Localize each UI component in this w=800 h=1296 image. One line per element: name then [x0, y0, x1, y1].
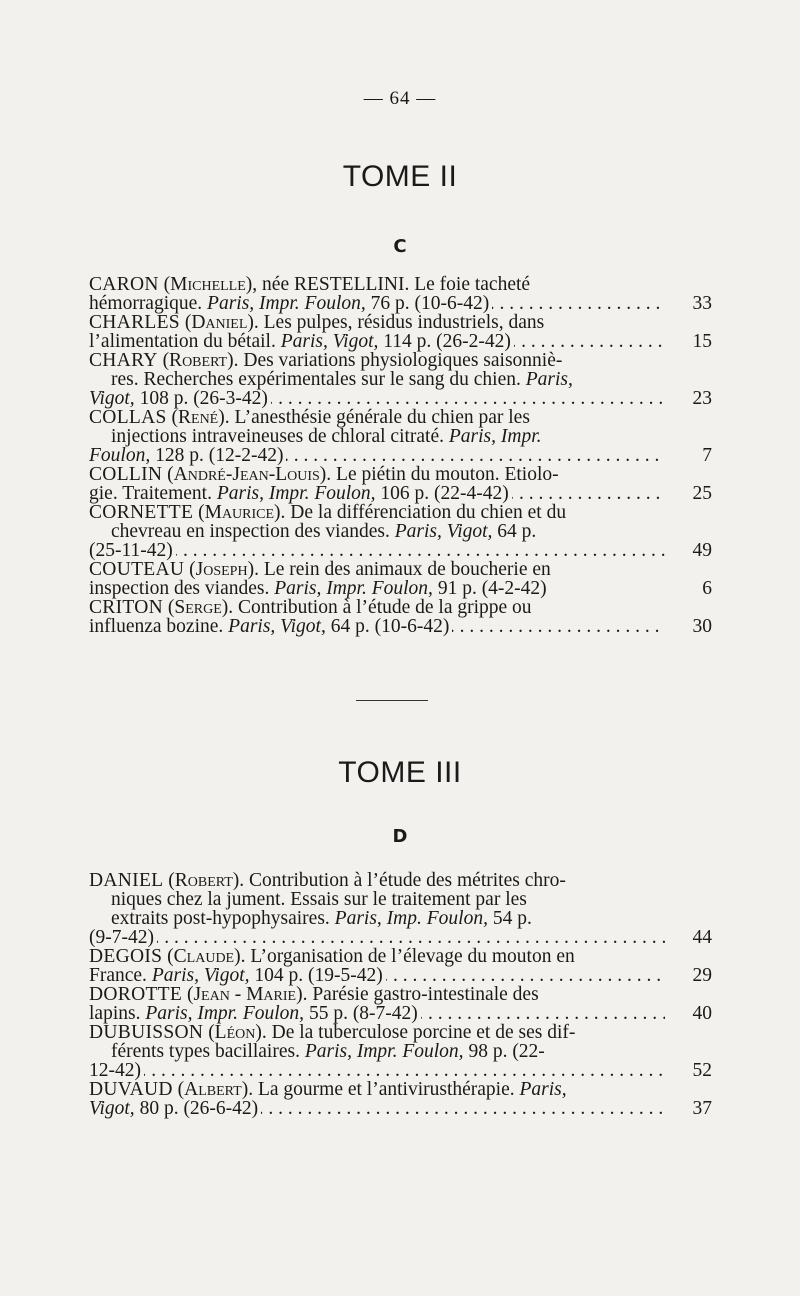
list-item: DANIEL (Robert). Contribution à l’étude des métrites chro- niques chez la jument. Essais sur le traitement par les extraits post-hypophysaires. Paris, Imp. Foulon, 54 p. (9-7-42) . . . 44	[89, 871, 712, 947]
list-item: DOROTTE (Jean - Marie). Parésie gastro-intestinale des lapins. Paris, Impr. Foulon, 55 p. (8-7-42) . . . 40	[89, 985, 712, 1023]
page-reference: 49	[692, 540, 712, 561]
list-item: COUTEAU (Joseph). Le rein des animaux de boucherie en inspection des viandes. Paris, Impr. Foulon, 91 p. (4-2-42) 6	[89, 559, 712, 599]
page-reference: 6	[702, 578, 712, 599]
page-number: — 64 —	[363, 88, 437, 109]
list-item: CORNETTE (Maurice). De la différenciation du chien et du chevreau en inspection des viandes. Paris, Vigot, 64 p. (25-11-42) . . . 49	[89, 503, 712, 560]
list-item: CHARY (Robert). Des variations physiologiques saisonniè- res. Recherches expérimentales sur le sang du chien. Paris, Vigot, 108 p. (26-3-42) . . . 23	[89, 351, 712, 408]
list-item: CARON (Michelle), née RESTELLINI. Le foie tacheté hémorragique. Paris, Impr. Foulon, 76 p. (10-6-42) . . . 33	[89, 275, 712, 313]
tome-3-entries	[89, 871, 712, 1118]
page-reference: 44	[692, 927, 712, 948]
list-item: DEGOIS (Claude). L’organisation de l’élevage du mouton en France. Paris, Vigot, 104 p. (19-5-42) . . . 29	[89, 947, 712, 985]
page-reference: 29	[692, 965, 712, 986]
page-reference: 15	[692, 331, 712, 352]
tome-3-title: TOME III	[338, 756, 462, 789]
list-item: DUVAUD (Albert). La gourme et l’antivirusthérapie. Paris, Vigot, 80 p. (26-6-42) . . . 37	[89, 1080, 712, 1118]
list-item: DUBUISSON (Léon). De la tuberculose porcine et de ses dif- férents types bacillaires. Paris, Impr. Foulon, 98 p. (22- 12-42) . . . 52	[89, 1023, 712, 1080]
section-letter-c: C	[393, 236, 407, 257]
page-reference: 52	[692, 1060, 712, 1081]
page-reference: 23	[692, 388, 712, 409]
page-reference: 33	[692, 293, 712, 314]
page-reference: 40	[692, 1003, 712, 1024]
list-item: COLLIN (André-Jean-Louis). Le piétin du mouton. Etiolo- gie. Traitement. Paris, Impr. Foulon, 106 p. (22-4-42) . . . 25	[89, 465, 712, 503]
section-divider	[356, 700, 428, 701]
list-item: CHARLES (Daniel). Les pulpes, résidus industriels, dans l’alimentation du bétail. Paris, Vigot, 114 p. (26-2-42) . . . 15	[89, 313, 712, 351]
page-reference: 37	[692, 1098, 712, 1119]
tome-2-entries	[89, 275, 712, 636]
section-letter-d: D	[392, 826, 408, 847]
page-reference: 7	[702, 445, 712, 466]
page-reference: 25	[692, 483, 712, 504]
page-reference: 30	[692, 616, 712, 637]
tome-2-title: TOME II	[342, 160, 458, 193]
list-item: CRITON (Serge). Contribution à l’étude de la grippe ou influenza bozine. Paris, Vigot, 64 p. (10-6-42) . . . 30	[89, 598, 712, 636]
list-item: COLLAS (René). L’anesthésie générale du chien par les injections intraveineuses de chloral citraté. Paris, Impr. Foulon, 128 p. (12-2-42) . . . 7	[89, 408, 712, 465]
